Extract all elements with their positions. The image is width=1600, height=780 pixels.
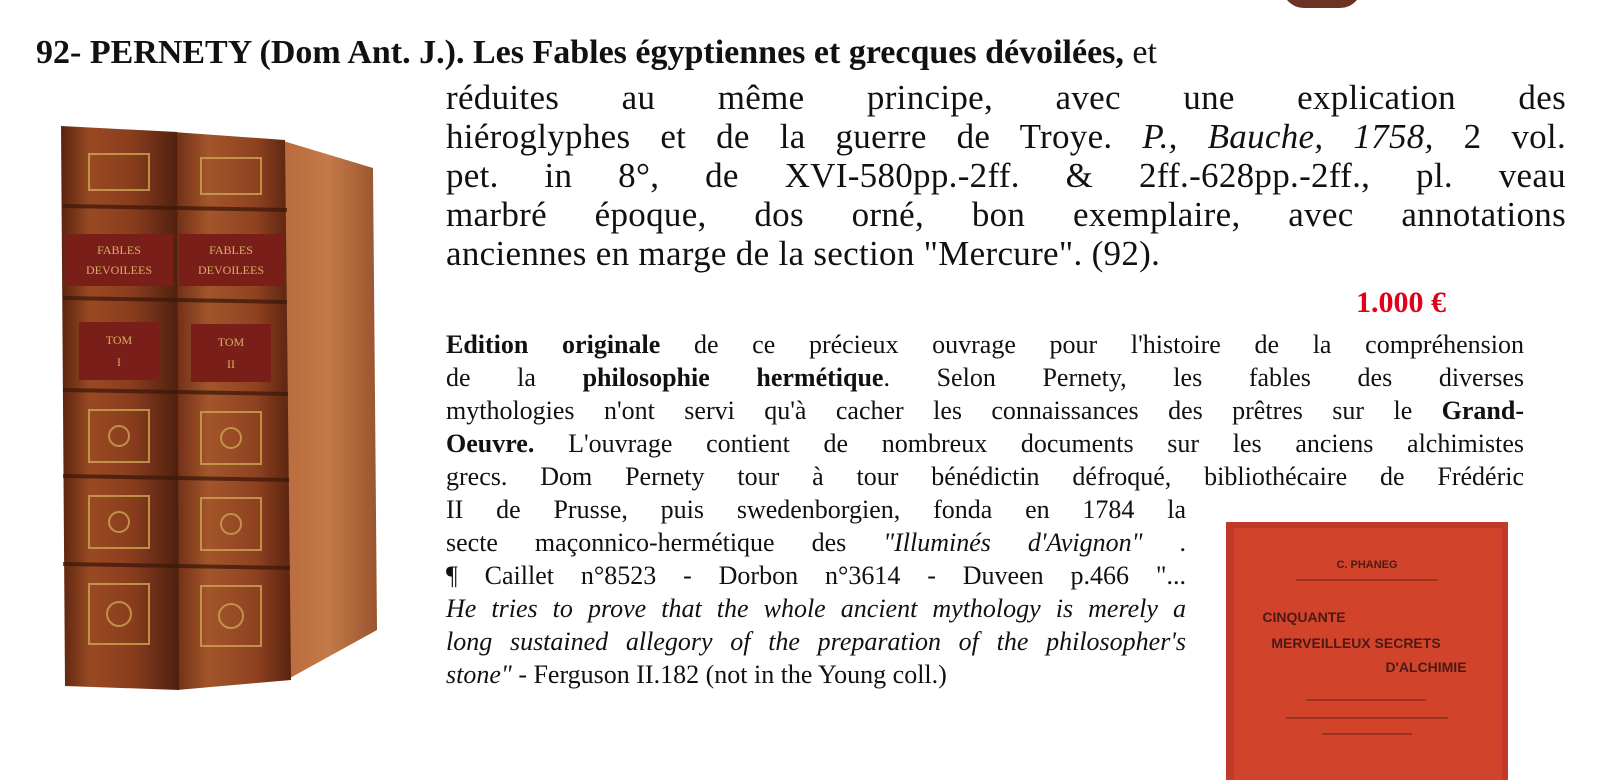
notes-text: . bbox=[1179, 528, 1187, 557]
notes-text: L'ouvrage contient de nombreux documents sur les anciens alchimistes bbox=[568, 429, 1525, 458]
lot-number-author: 92- PERNETY (Dom Ant. J.). bbox=[36, 34, 465, 71]
spine-label-tome-2 bbox=[191, 324, 271, 382]
notes-line-5: grecs. Dom Pernety tour à tour bénédictin défroqué, bibliothécaire de Frédéric bbox=[446, 462, 1524, 491]
book-volumes-photo bbox=[55, 118, 385, 708]
notes-italic-quote: stone" bbox=[446, 660, 512, 689]
notes-line-1 bbox=[446, 328, 1524, 361]
notes-line-7 bbox=[446, 526, 1186, 559]
notes-text: de ce précieux ouvrage pour l'histoire de la compréhension bbox=[693, 330, 1525, 359]
second-book-title-3: D'ALCHIMIE bbox=[1385, 659, 1467, 675]
heading-tail: et bbox=[1132, 34, 1157, 71]
notes-italic-quote: He tries to prove that the whole ancient mythology is merely a bbox=[446, 594, 1186, 623]
lot-description bbox=[446, 78, 1566, 273]
description-line-4: marbré époque, dos orné, bon exemplaire, avec annotations bbox=[446, 195, 1566, 234]
description-line-1: réduites au même principe, avec une explication des bbox=[446, 78, 1566, 117]
notes-italic-illumines: "Illuminés d'Avignon" bbox=[883, 528, 1143, 557]
volume-count: 2 vol. bbox=[1463, 117, 1566, 156]
cropped-image-top bbox=[1282, 0, 1362, 8]
publisher-imprint: P., Bauche, 1758, bbox=[1142, 117, 1434, 156]
notes-bold-edition: Edition originale bbox=[446, 330, 661, 359]
spine-label-title-1 bbox=[65, 234, 173, 286]
lot-price: 1.000 € bbox=[1356, 286, 1446, 319]
description-line-2 bbox=[446, 117, 1566, 156]
book-side-board bbox=[280, 140, 377, 678]
notes-line-6: II de Prusse, puis swedenborgien, fonda en 1784 la bbox=[446, 495, 1186, 524]
notes-text: mythologies n'ont servi qu'à cacher les connaissances des prêtres sur le bbox=[446, 396, 1413, 425]
spine-label-tome-1 bbox=[79, 322, 159, 380]
spine-1-tome-a: TOM bbox=[105, 333, 133, 347]
spine-1-title-b: DEVOILEES bbox=[86, 263, 152, 277]
spine-1-tome-b: I bbox=[117, 355, 121, 369]
notes-text: de la bbox=[446, 363, 536, 392]
description-text: hiéroglyphes et de la guerre de Troye. bbox=[446, 117, 1113, 156]
notes-line-3 bbox=[446, 394, 1524, 427]
spine-2-title-a: FABLES bbox=[209, 243, 253, 257]
notes-text: . Selon Pernety, les fables des diverses bbox=[883, 363, 1525, 392]
notes-line-8: ¶ Caillet n°8523 - Dorbon n°3614 - Duveen p.466 "... bbox=[446, 561, 1186, 590]
notes-bold-philosophy: philosophie hermétique bbox=[582, 363, 884, 392]
notes-line-4 bbox=[446, 427, 1524, 460]
second-book-title-2: MERVEILLEUX SECRETS bbox=[1271, 635, 1441, 651]
second-book-title-1: CINQUANTE bbox=[1262, 609, 1346, 625]
spine-label-title-2 bbox=[179, 234, 283, 286]
spine-2-tome-a: TOM bbox=[217, 335, 245, 349]
spine-2-title-b: DEVOILEES bbox=[198, 263, 264, 277]
notes-line-10 bbox=[446, 625, 1186, 658]
lot-heading bbox=[36, 34, 1596, 72]
notes-italic-quote: long sustained allegory of the preparation of the philosopher's bbox=[446, 627, 1186, 656]
notes-line-9 bbox=[446, 592, 1186, 625]
notes-bold-oeuvre: Oeuvre. bbox=[446, 429, 535, 458]
book-title: Les Fables égyptiennes et grecques dévoilées, bbox=[472, 34, 1124, 71]
notes-text: secte maçonnico-hermétique des bbox=[446, 528, 847, 557]
spine-1-title-a: FABLES bbox=[97, 243, 141, 257]
notes-line-2 bbox=[446, 361, 1524, 394]
second-book-author: C. PHANEG bbox=[1336, 559, 1398, 571]
spine-volume-1 bbox=[61, 126, 179, 690]
second-book-photo bbox=[1226, 522, 1508, 780]
notes-bold-grand: Grand- bbox=[1441, 396, 1525, 425]
description-line-5: anciennes en marge de la section "Mercure". (92). bbox=[446, 234, 1161, 273]
notes-text: - Ferguson II.182 (not in the Young coll.) bbox=[518, 660, 947, 689]
spine-2-tome-b: II bbox=[227, 357, 235, 371]
description-line-3: pet. in 8°, de XVI-580pp.-2ff. & 2ff.-628pp.-2ff., pl. veau bbox=[446, 156, 1566, 195]
